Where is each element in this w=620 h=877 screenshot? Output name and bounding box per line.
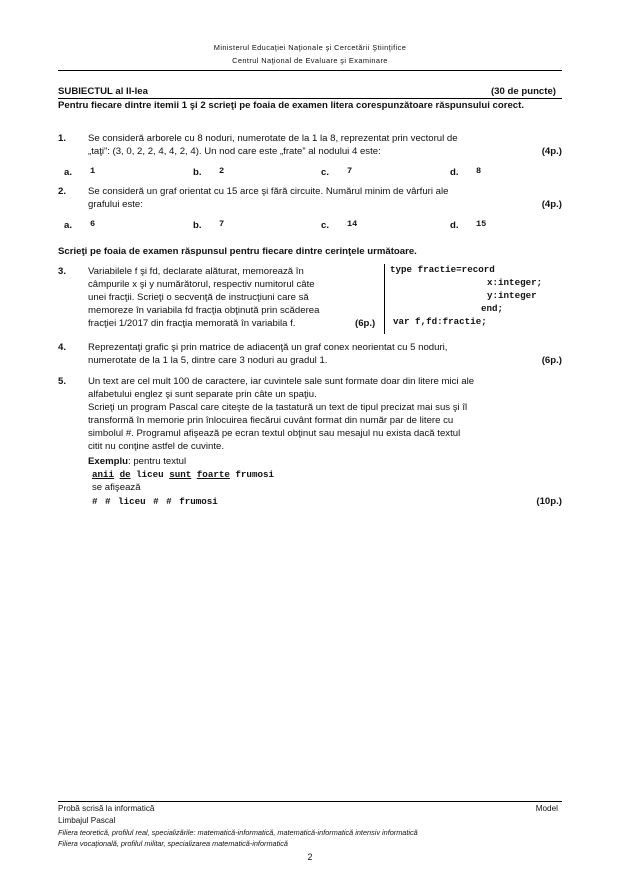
q4-number: 4. bbox=[58, 342, 67, 353]
q1-option-d bbox=[450, 166, 482, 178]
q5-line: transformă în memorie prin înlocuirea fiecărui cuvânt format din număr par de litere cu bbox=[88, 415, 454, 426]
q1-option-c bbox=[321, 166, 353, 178]
q2-points: (4p.) bbox=[541, 199, 562, 210]
option-letter: b. bbox=[193, 167, 202, 178]
q5-line: simbolul #. Programul afişează pe ecran textul obţinut sau mesajul nu exista dacă textul bbox=[88, 428, 461, 439]
footer-exam: Probă scrisă la informatică bbox=[58, 804, 155, 813]
instruction-1: Pentru fiecare dintre itemii 1 şi 2 scrieţi pe foaia de examen litera corespunzătoare răspunsului corect. bbox=[58, 100, 524, 111]
option-value: 7 bbox=[219, 219, 225, 229]
code-line: end; bbox=[481, 303, 504, 314]
footer-divider bbox=[58, 801, 562, 802]
ministry-header: Ministerul Educaţiei Naţionale şi Cercetării Ştiinţifice bbox=[213, 43, 407, 52]
code-line: y:integer bbox=[487, 290, 537, 301]
header-divider bbox=[58, 70, 562, 71]
footer-language: Limbajul Pascal bbox=[58, 816, 116, 825]
q4-line1: Reprezentaţi grafic şi prin matrice de adiacenţă un graf conex neorientat cu 5 noduri, bbox=[88, 342, 448, 353]
q1-number: 1. bbox=[58, 133, 67, 144]
q5-points: (10p.) bbox=[536, 496, 562, 507]
example-label: Exemplu bbox=[88, 456, 128, 467]
instruction-2: Scrieţi pe foaia de examen răspunsul pentru fiecare dintre cerinţele următoare. bbox=[58, 246, 417, 257]
q1-line1: Se consideră arborele cu 8 noduri, numerotate de la 1 la 8, reprezentat prin vectorul de bbox=[88, 133, 458, 144]
q5-line: Un text are cel mult 100 de caractere, iar cuvintele sale sunt formate doar din litere mici ale bbox=[88, 376, 475, 387]
code-line: type fractie=record bbox=[390, 264, 495, 275]
example-word: sunt bbox=[169, 469, 192, 480]
q3-number: 3. bbox=[58, 266, 67, 277]
option-value: 15 bbox=[476, 219, 487, 229]
example-text: : pentru textul bbox=[128, 456, 187, 467]
example-word: foarte bbox=[196, 469, 230, 480]
option-letter: a. bbox=[64, 167, 73, 178]
q2-option-a bbox=[64, 219, 96, 231]
page-number: 2 bbox=[307, 852, 313, 862]
subject-title-bar bbox=[58, 86, 562, 99]
q2-line1: Se consideră un graf orientat cu 15 arce şi fără circuite. Numărul minim de vârfuri ale bbox=[88, 186, 449, 197]
subject-title: SUBIECTUL al II-lea bbox=[58, 86, 148, 97]
example-word: anii bbox=[92, 469, 115, 480]
q1-line2: „taţi”: (3, 0, 2, 2, 4, 4, 2, 4). Un nod care este „frate” al nodului 4 este: bbox=[88, 146, 381, 157]
q5-number: 5. bbox=[58, 376, 67, 387]
option-value: 6 bbox=[90, 219, 96, 229]
option-value: 1 bbox=[90, 166, 96, 176]
option-value: 14 bbox=[347, 219, 358, 229]
q5-line: alfabetului englez şi sunt separate prin câte un spaţiu. bbox=[88, 389, 317, 400]
option-value: 7 bbox=[347, 166, 353, 176]
option-letter: d. bbox=[450, 220, 459, 231]
subject-points: (30 de puncte) bbox=[490, 86, 556, 97]
q5-shows: se afişează bbox=[92, 482, 141, 493]
q4-line2: numerotate de la 1 la 5, dintre care 3 noduri au gradul 1. bbox=[88, 355, 328, 366]
option-letter: d. bbox=[450, 167, 459, 178]
code-line: x:integer; bbox=[487, 277, 543, 288]
q3-line: fracţiei 1/2017 din fracţia memorată în variabila f. bbox=[88, 318, 296, 329]
q5-example-input bbox=[92, 469, 274, 481]
example-word: liceu bbox=[136, 469, 164, 480]
center-header: Centrul Naţional de Evaluare şi Examinare bbox=[232, 56, 388, 65]
q5-example-output: # # liceu # # frumosi bbox=[92, 496, 218, 507]
example-word: de bbox=[119, 469, 131, 480]
code-divider bbox=[384, 264, 385, 334]
q2-number: 2. bbox=[58, 186, 67, 197]
option-letter: c. bbox=[321, 167, 330, 178]
q5-line: Scrieţi un program Pascal care citeşte de la tastatură un text de tipul precizat mai sus şi îl bbox=[88, 402, 468, 413]
option-value: 2 bbox=[219, 166, 225, 176]
q3-line: unei fracţii. Scrieţi o secvenţă de instrucţiuni care să bbox=[88, 292, 309, 303]
q2-option-c bbox=[321, 219, 358, 231]
example-word: frumosi bbox=[235, 469, 275, 480]
footer-stream-2: Filiera vocaţională, profilul militar, specializarea matematică-informatică bbox=[58, 839, 288, 848]
q1-points: (4p.) bbox=[541, 146, 562, 157]
option-value: 8 bbox=[476, 166, 482, 176]
footer-stream-1: Filiera teoretică, profilul real, specializările: matematică-informatică, matematică-informatică intensiv informatică bbox=[58, 828, 418, 837]
q2-option-b bbox=[193, 219, 225, 231]
q1-option-a bbox=[64, 166, 96, 178]
q2-option-d bbox=[450, 219, 487, 231]
code-line: var f,fd:fractie; bbox=[393, 316, 487, 327]
q2-line2: grafului este: bbox=[88, 199, 143, 210]
q1-option-b bbox=[193, 166, 225, 178]
footer-model: Model bbox=[535, 804, 558, 813]
option-letter: a. bbox=[64, 220, 73, 231]
q5-example-intro bbox=[88, 456, 186, 468]
option-letter: b. bbox=[193, 220, 202, 231]
q4-points: (6p.) bbox=[541, 355, 562, 366]
q3-line: câmpurile x şi y numărătorul, respectiv numitorul câte bbox=[88, 279, 315, 290]
q5-line: citit nu conţine astfel de cuvinte. bbox=[88, 441, 224, 452]
option-letter: c. bbox=[321, 220, 330, 231]
q3-line: Variabilele f şi fd, declarate alăturat, memorează în bbox=[88, 266, 304, 277]
q3-points: (6p.) bbox=[355, 318, 376, 329]
q3-line: memoreze în variabila fd fracţia obţinută prin scăderea bbox=[88, 305, 320, 316]
